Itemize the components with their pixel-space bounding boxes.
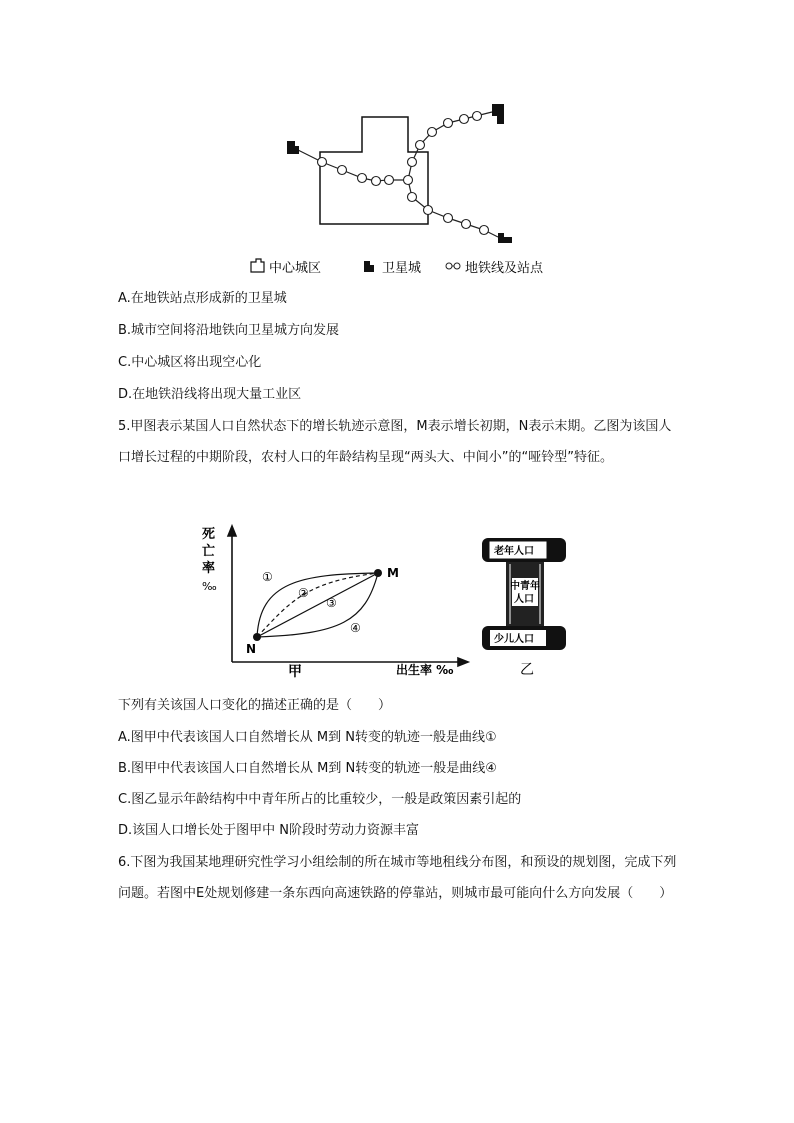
metro-station bbox=[444, 214, 453, 223]
metro-station bbox=[460, 115, 469, 124]
q5-question: 下列有关该国人口变化的描述正确的是（ ） bbox=[118, 698, 392, 713]
y-axis-label-char: 亡 bbox=[202, 544, 216, 559]
point-n-label: N bbox=[246, 642, 257, 656]
q4-option-b: B.城市空间将沿地铁向卫星城方向发展 bbox=[118, 323, 340, 338]
metro-station bbox=[416, 141, 425, 150]
q5-option-c: C.图乙显示年龄结构中中青年所占的比重较少，一般是政策因素引起的 bbox=[118, 792, 522, 807]
y-axis-label-char: 死 bbox=[202, 527, 216, 542]
point-m bbox=[374, 569, 382, 577]
middle-label-line2: 人口 bbox=[514, 594, 534, 605]
q4-option-d: D.在地铁沿线将出现大量工业区 bbox=[118, 387, 302, 402]
point-m-label: M bbox=[387, 566, 399, 580]
curve-2-label: ② bbox=[298, 586, 309, 600]
point-n bbox=[253, 633, 261, 641]
chart-caption: 乙 bbox=[520, 662, 534, 678]
curve-3-label: ③ bbox=[326, 596, 337, 610]
metro-station bbox=[444, 119, 453, 128]
curve-1-label: ① bbox=[262, 570, 273, 584]
population-trajectory-chart bbox=[190, 522, 490, 682]
curve-4-label: ④ bbox=[350, 621, 361, 635]
q4-option-c: C.中心城区将出现空心化 bbox=[118, 355, 262, 370]
chart-caption: 甲 bbox=[288, 664, 302, 680]
chart-axes bbox=[228, 526, 468, 666]
satellite-city bbox=[287, 141, 299, 154]
children-label: 少儿人口 bbox=[494, 634, 534, 645]
satellite-legend-icon bbox=[364, 261, 374, 272]
metro-station bbox=[473, 112, 482, 121]
legend-central-label: 中心城区 bbox=[269, 261, 322, 276]
legend-satellite-label: 卫星城 bbox=[382, 261, 422, 276]
metro-station bbox=[424, 206, 433, 215]
central-city-outline bbox=[320, 117, 428, 224]
metro-station bbox=[385, 176, 394, 185]
y-axis-label-char: ‰ bbox=[202, 580, 217, 593]
y-axis-label-char: 率 bbox=[202, 561, 216, 576]
metro-station bbox=[338, 166, 347, 175]
elderly-label: 老年人口 bbox=[494, 546, 534, 557]
metro-stations bbox=[318, 112, 489, 235]
satellite-city bbox=[498, 233, 512, 243]
metro-station bbox=[404, 176, 413, 185]
q5-option-b: B.图甲中代表该国人口自然增长从 M到 N转变的轨迹一般是曲线④ bbox=[118, 761, 497, 776]
metro-station bbox=[408, 193, 417, 202]
dumbbell-age-structure bbox=[476, 522, 576, 682]
metro-station bbox=[408, 158, 417, 167]
metro-lines bbox=[298, 112, 498, 237]
legend bbox=[251, 259, 544, 276]
metro-legend-icon bbox=[446, 263, 460, 269]
x-axis-label: 出生率 ‰ bbox=[396, 663, 454, 677]
metro-station bbox=[480, 226, 489, 235]
metro-station bbox=[428, 128, 437, 137]
middle-label-line1: 中青年 bbox=[510, 581, 540, 592]
q5-stem: 5.甲图表示某国人口自然状态下的增长轨迹示意图，M表示增长初期，N表示末期。乙图为该国人口增长过程的中期阶段，农村人口的年龄结构呈现“两头大、中间小”的“哑铃型”特征。 bbox=[118, 419, 672, 465]
central-city-legend-icon bbox=[251, 259, 264, 272]
q6-stem: 6.下图为我国某地理研究性学习小组绘制的所在城市等地租线分布图，和预设的规划图，完成下列问题。若图中E处规划修建一条东西向高速铁路的停靠站，则城市最可能向什么方向发展（ ） bbox=[118, 855, 677, 901]
legend-metro-label: 地铁线及站点 bbox=[465, 261, 544, 276]
q5-option-a: A.图甲中代表该国人口自然增长从 M到 N转变的轨迹一般是曲线① bbox=[118, 730, 497, 745]
metro-city-diagram bbox=[0, 0, 794, 280]
metro-station bbox=[462, 220, 471, 229]
metro-station bbox=[372, 177, 381, 186]
q4-option-a: A.在地铁站点形成新的卫星城 bbox=[118, 291, 287, 306]
metro-station bbox=[358, 174, 367, 183]
metro-station bbox=[318, 158, 327, 167]
satellite-city bbox=[492, 104, 504, 124]
q5-option-d: D.该国人口增长处于图甲中 N阶段时劳动力资源丰富 bbox=[118, 823, 419, 838]
